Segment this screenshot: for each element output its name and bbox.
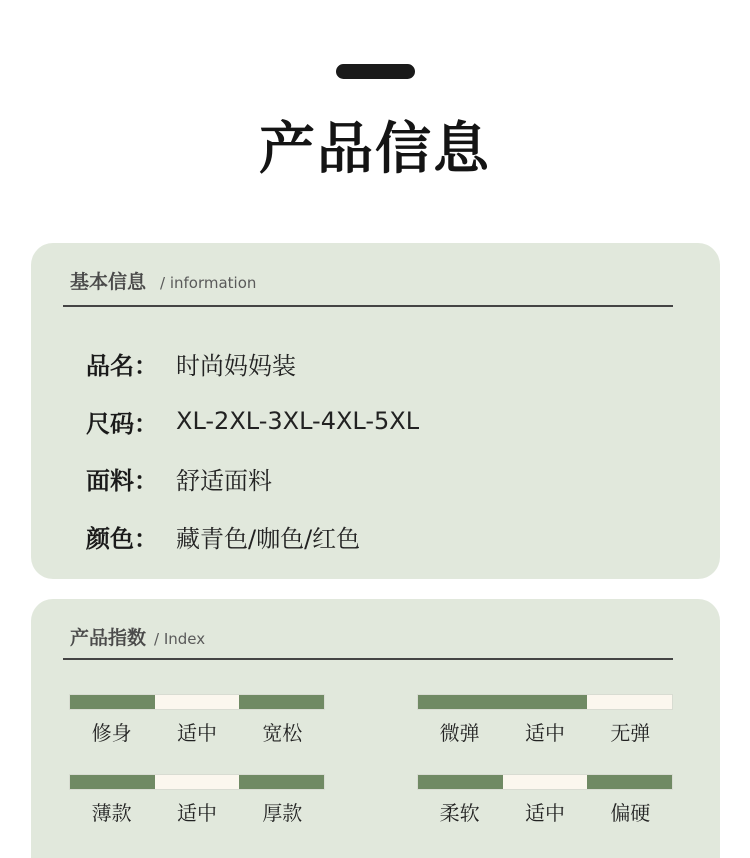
info-row-size bbox=[86, 393, 419, 451]
gauge-label: 微弹 bbox=[439, 721, 480, 745]
info-value: 舒适面料 bbox=[176, 467, 272, 496]
gauge-bar bbox=[417, 694, 673, 710]
product-index-title: 产品指数 bbox=[70, 627, 147, 649]
gauge-labels bbox=[417, 717, 673, 746]
basic-info-card bbox=[31, 243, 720, 579]
gauge-label: 厚款 bbox=[262, 801, 303, 825]
gauge-segment bbox=[70, 775, 155, 789]
gauge-segment bbox=[70, 695, 155, 709]
gauge-label: 修身 bbox=[91, 721, 132, 745]
gauge-label: 偏硬 bbox=[610, 801, 651, 825]
info-value: 藏青色/咖色/红色 bbox=[176, 524, 361, 553]
gauge-softness bbox=[417, 774, 673, 826]
gauge-label: 无弹 bbox=[610, 721, 651, 745]
gauge-label: 柔软 bbox=[439, 801, 480, 825]
info-row-name bbox=[86, 335, 419, 393]
gauge-segment bbox=[239, 775, 324, 789]
basic-info-header bbox=[70, 267, 256, 294]
gauge-segment bbox=[155, 775, 240, 789]
gauge-label: 适中 bbox=[176, 721, 217, 745]
info-value: XL-2XL-3XL-4XL-5XL bbox=[176, 407, 420, 436]
gauge-label: 适中 bbox=[524, 721, 565, 745]
gauge-labels bbox=[417, 797, 673, 826]
gauge-label: 适中 bbox=[524, 801, 565, 825]
basic-info-list bbox=[86, 335, 419, 565]
gauge-segment bbox=[587, 775, 672, 789]
gauge-labels bbox=[69, 797, 325, 826]
basic-info-subtitle: / information bbox=[160, 274, 257, 292]
product-index-card bbox=[31, 599, 720, 858]
gauge-segment bbox=[155, 695, 240, 709]
gauge-segment bbox=[503, 695, 588, 709]
product-index-subtitle: / Index bbox=[154, 630, 206, 648]
gauge-bar bbox=[417, 774, 673, 790]
gauge-segment bbox=[418, 775, 503, 789]
info-row-fabric bbox=[86, 450, 419, 508]
gauge-elasticity bbox=[417, 694, 673, 746]
info-key: 品名： bbox=[86, 352, 158, 381]
info-key: 面料： bbox=[86, 467, 158, 496]
info-row-color bbox=[86, 508, 419, 566]
gauge-labels bbox=[69, 717, 325, 746]
info-key: 颜色： bbox=[86, 524, 158, 553]
info-value: 时尚妈妈装 bbox=[176, 352, 296, 381]
page-title: 产品信息 bbox=[259, 117, 491, 182]
gauge-label: 适中 bbox=[176, 801, 217, 825]
gauge-label: 薄款 bbox=[91, 801, 132, 825]
gauge-bar bbox=[69, 774, 325, 790]
gauge-segment bbox=[587, 695, 672, 709]
product-index-divider bbox=[63, 658, 673, 660]
basic-info-title: 基本信息 bbox=[70, 271, 147, 293]
gauge-segment bbox=[503, 775, 588, 789]
basic-info-divider bbox=[63, 305, 673, 307]
title-decoration-bar bbox=[336, 64, 415, 79]
gauge-bar bbox=[69, 694, 325, 710]
gauge-thickness bbox=[69, 774, 325, 826]
info-key: 尺码： bbox=[86, 409, 158, 438]
gauge-segment bbox=[418, 695, 503, 709]
gauge-fit bbox=[69, 694, 325, 746]
gauge-segment bbox=[239, 695, 324, 709]
gauge-label: 宽松 bbox=[262, 721, 303, 745]
product-index-header bbox=[70, 623, 205, 650]
